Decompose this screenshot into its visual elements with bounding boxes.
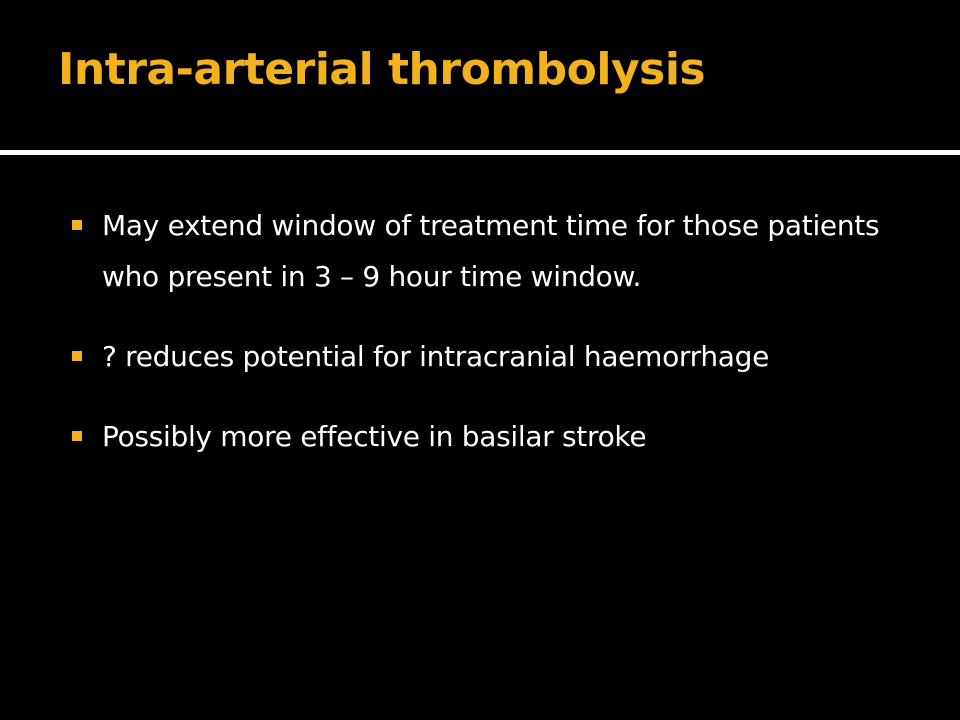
title-divider [0,150,960,155]
bullet-item-3 [72,411,932,462]
square-bullet-icon [72,431,82,441]
bullet-text: ? reduces potential for intracranial haemorrhage [102,340,770,373]
square-bullet-icon [72,351,82,361]
bullet-item-2 [72,331,932,382]
bullet-text: May extend window of treatment time for those patients who present in 3 – 9 hour time window. [102,209,880,293]
bullet-list [72,200,932,462]
slide-title: Intra-arterial thrombolysis [58,44,706,95]
square-bullet-icon [72,220,82,230]
bullet-text: Possibly more effective in basilar stroke [102,420,647,453]
bullet-item-1 [72,200,932,302]
